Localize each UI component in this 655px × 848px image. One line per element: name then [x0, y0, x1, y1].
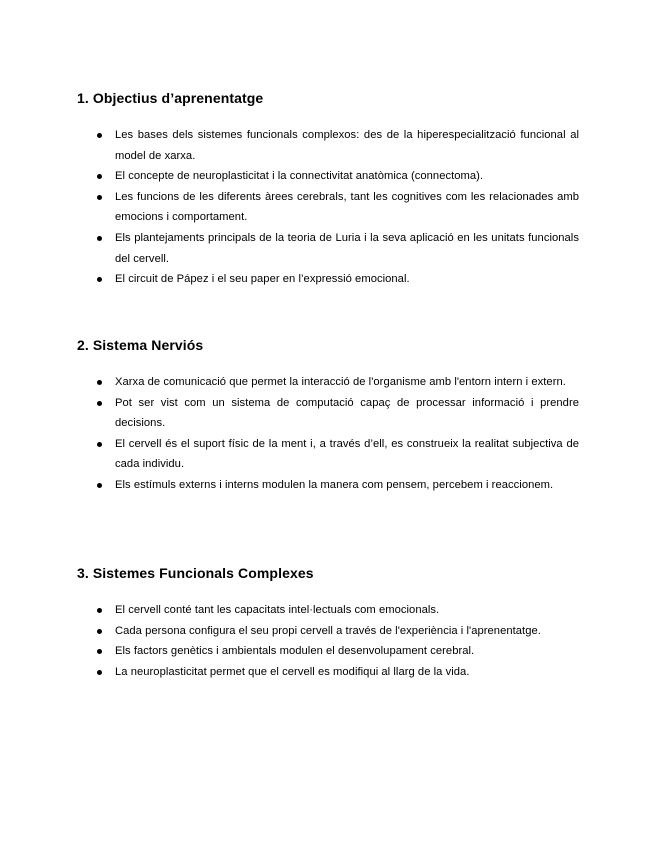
list-item-text: El cervell conté tant les capacitats intel·lectuals com emocionals. [115, 604, 440, 616]
list-item-text: Els factors genètics i ambientals modulen el desenvolupament cerebral. [115, 645, 475, 658]
list-item [77, 393, 579, 434]
list-item-text: El concepte de neuroplasticitat i la connectivitat anatòmica (connectoma). [115, 170, 484, 183]
list-item-text: La neuroplasticitat permet que el cervell es modifiqui al llarg de la vida. [115, 665, 470, 678]
list-item [77, 434, 579, 475]
list-item-text: El cervell és el suport físic de la ment i, a través d’ell, es construeix la realitat subjectiva de cada individu. [115, 437, 579, 471]
list-item [77, 662, 579, 683]
bullet-icon [97, 483, 102, 488]
list-item [77, 372, 579, 393]
bullet-list [77, 372, 579, 496]
list-item [77, 228, 579, 269]
list-item [77, 600, 579, 621]
bullet-icon [97, 133, 102, 138]
bullet-icon [97, 608, 102, 613]
bullet-list [77, 600, 579, 682]
bullet-icon [97, 401, 102, 406]
list-item [77, 269, 579, 290]
list-item-text: El circuit de Pápez i el seu paper en l’expressió emocional. [115, 273, 410, 286]
bullet-icon [97, 236, 102, 241]
bullet-icon [97, 442, 102, 447]
list-item [77, 125, 579, 166]
bullet-list [77, 125, 579, 290]
list-item [77, 475, 579, 496]
section-heading: 3. Sistemes Funcionals Complexes [77, 565, 314, 581]
section-objectius [77, 89, 579, 290]
list-item-text: Les funcions de les diferents àrees cerebrals, tant les cognitives com les relacionades amb emocions i comportament. [115, 190, 579, 224]
list-item [77, 621, 579, 642]
list-item-text: Els estímuls externs i interns modulen la manera com pensem, percebem i reaccionem. [115, 478, 554, 491]
bullet-icon [97, 380, 102, 385]
bullet-icon [97, 277, 102, 282]
section-heading: 2. Sistema Nerviós [77, 337, 204, 353]
list-item-text: Els plantejaments principals de la teoria de Luria i la seva aplicació en les unitats funcionals del cervell. [115, 231, 579, 265]
list-item-text: Pot ser vist com un sistema de computació capaç de processar informació i prendre decisions. [115, 396, 579, 430]
list-item [77, 641, 579, 662]
list-item-text: Xarxa de comunicació que permet la interacció de l'organisme amb l'entorn intern i extern. [115, 376, 566, 388]
list-item-text: Cada persona configura el seu propi cervell a través de l'experiència i l'aprenentatge. [115, 624, 541, 637]
bullet-icon [97, 670, 102, 675]
bullet-icon [97, 629, 102, 634]
bullet-icon [97, 195, 102, 200]
bullet-icon [97, 174, 102, 179]
section-heading: 1. Objectius d’aprenentatge [77, 90, 264, 106]
list-item-text: Les bases dels sistemes funcionals complexos: des de la hiperespecialització funcional al model de xarxa. [115, 129, 579, 162]
list-item [77, 166, 579, 187]
bullet-icon [97, 649, 102, 654]
section-sistema-nervios [77, 336, 579, 496]
section-sistemes-funcionals [77, 564, 579, 682]
list-item [77, 187, 579, 228]
